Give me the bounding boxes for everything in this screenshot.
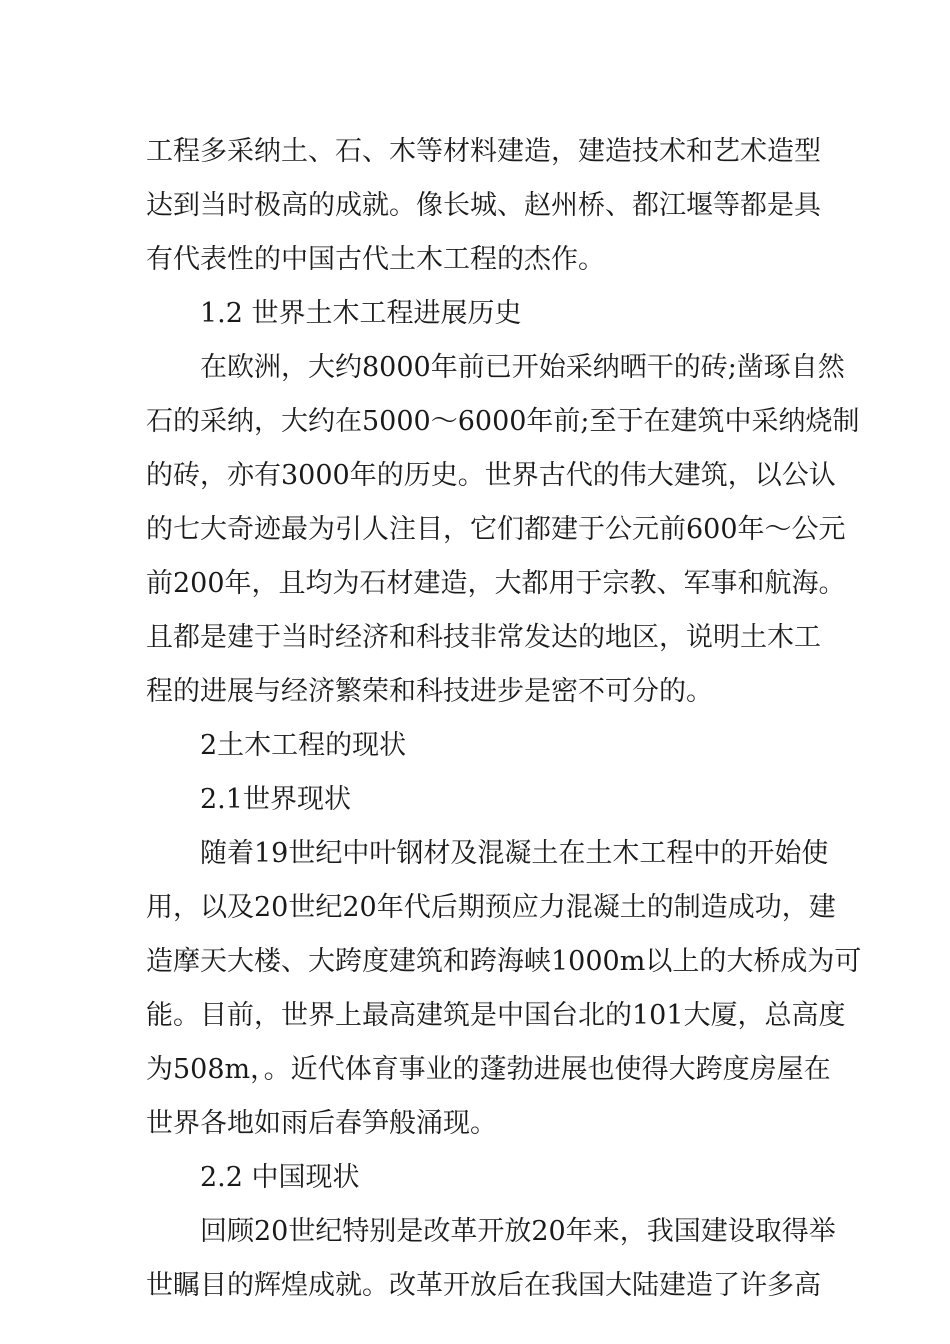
text-line: 能。目前，世界上最高建筑是中国台北的101大厦，总高度 [146,1000,846,1031]
section-heading: 2土木工程的现状 [200,730,407,761]
text-line: 回顾20世纪特别是改革开放20年来，我国建设取得举 [200,1216,836,1247]
section-heading: 2.2 中国现状 [200,1162,360,1193]
text-line: 达到当时极高的成就。像长城、赵州桥、都江堰等都是具 [146,190,821,221]
text-line: 石的采纳，大约在5000～6000年前;至于在建筑中采纳烧制 [146,406,860,437]
text-line: 且都是建于当时经济和科技非常发达的地区，说明土木工 [146,622,821,653]
text-line: 随着19世纪中叶钢材及混凝土在土木工程中的开始使 [200,838,829,869]
text-line: 世瞩目的辉煌成就。改革开放后在我国大陆建造了许多高 [146,1270,821,1301]
text-line: 用，以及20世纪20年代后期预应力混凝土的制造成功，建 [146,892,836,923]
text-line: 的砖，亦有3000年的历史。世界古代的伟大建筑，以公认 [146,460,836,491]
text-line: 前200年，且均为石材建造，大都用于宗教、军事和航海。 [146,568,846,599]
text-line: 在欧洲，大约8000年前已开始采纳晒干的砖;凿琢自然 [200,352,845,383]
text-line: 为508m，。近代体育事业的蓬勃进展也使得大跨度房屋在 [146,1054,831,1085]
text-line: 世界各地如雨后春笋般涌现。 [146,1108,497,1139]
text-line: 程的进展与经济繁荣和科技进步是密不可分的。 [146,676,713,707]
text-line: 有代表性的中国古代土木工程的杰作。 [146,244,605,275]
section-heading: 2.1世界现状 [200,784,351,815]
section-heading: 1.2 世界土木工程进展历史 [200,298,522,329]
text-line: 工程多采纳土、石、木等材料建造，建造技术和艺术造型 [146,136,821,167]
text-line: 的七大奇迹最为引人注目，它们都建于公元前600年～公元 [146,514,846,545]
text-line: 造摩天大楼、大跨度建筑和跨海峡1000m以上的大桥成为可 [146,946,862,977]
